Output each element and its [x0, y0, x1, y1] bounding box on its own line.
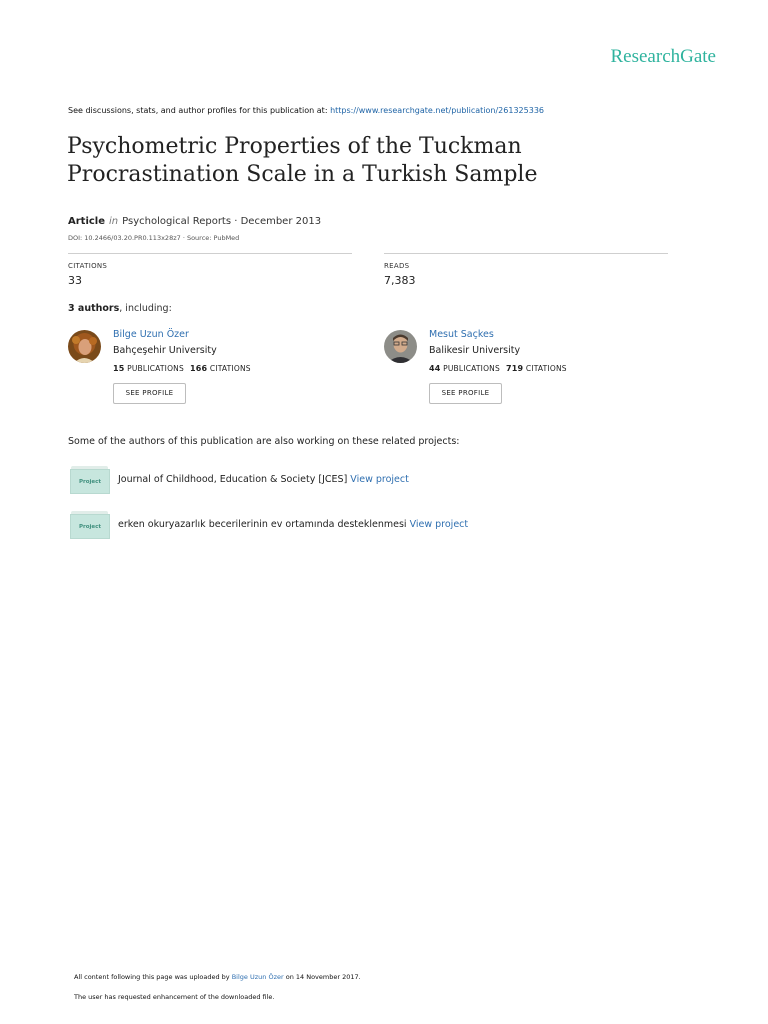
publications-count: 15	[113, 364, 125, 373]
author-name-link[interactable]: Bilge Uzun Özer	[113, 329, 189, 340]
author-stats	[429, 364, 567, 373]
project-text	[118, 474, 409, 485]
avatar[interactable]	[68, 330, 101, 363]
author-card-1	[68, 328, 318, 408]
author-institution: Bahçeşehir University	[113, 345, 217, 356]
author-stats	[113, 364, 251, 373]
avatar[interactable]	[384, 330, 417, 363]
author-name-link[interactable]: Mesut Saçkes	[429, 329, 494, 340]
reads-label: READS	[384, 262, 410, 270]
project-folder-icon	[70, 466, 110, 494]
folder-label: Project	[78, 524, 102, 530]
author-citations-label: CITATIONS	[209, 364, 251, 373]
author-card-2	[384, 328, 634, 408]
upload-note-suffix: on 14 November 2017.	[283, 973, 361, 981]
upload-note	[74, 973, 361, 981]
project-item-2	[70, 511, 630, 541]
upload-note-prefix: All content following this page was uploaded by	[74, 973, 232, 981]
authors-suffix: , including:	[119, 303, 172, 314]
doi-source: DOI: 10.2466/03.20.PR0.113x28z7 · Source: PubMed	[68, 234, 240, 242]
view-project-link[interactable]: View project	[409, 519, 469, 530]
publications-label: PUBLICATIONS	[443, 364, 500, 373]
publication-title: Psychometric Properties of the Tuckman Procrastination Scale in a Turkish Sample	[67, 134, 538, 187]
project-name: Journal of Childhood, Education & Society [JCES]	[118, 474, 351, 485]
see-discussions-line	[68, 106, 544, 115]
author-citations-count: 719	[505, 364, 524, 373]
reads-divider	[384, 253, 668, 254]
author-citations-label: CITATIONS	[525, 364, 567, 373]
view-project-link[interactable]: View project	[350, 474, 409, 485]
see-profile-button[interactable]: SEE PROFILE	[113, 383, 186, 404]
author-citations-count: 166	[189, 364, 208, 373]
researchgate-logo[interactable]: ResearchGate	[610, 46, 716, 67]
project-text	[118, 519, 468, 530]
journal-date: Psychological Reports · December 2013	[122, 216, 322, 227]
see-discussions-text: See discussions, stats, and author profiles for this publication at:	[68, 106, 331, 115]
uploader-link[interactable]: Bilge Uzun Özer	[231, 973, 284, 981]
related-projects-heading: Some of the authors of this publication are also working on these related projects:	[68, 436, 460, 447]
publications-label: PUBLICATIONS	[127, 364, 184, 373]
citations-count: 33	[68, 274, 82, 287]
publication-meta	[68, 216, 321, 227]
publication-url-link[interactable]: https://www.researchgate.net/publication/261325336	[330, 106, 544, 115]
authors-heading	[68, 303, 172, 314]
citations-divider	[68, 253, 352, 254]
meta-in: in	[109, 216, 119, 227]
project-name: erken okuryazarlık becerilerinin ev ortamında desteklenmesi	[118, 519, 410, 530]
see-profile-button[interactable]: SEE PROFILE	[429, 383, 502, 404]
publication-type: Article	[68, 216, 106, 227]
project-item-1	[70, 466, 630, 496]
author-institution: Balikesir University	[429, 345, 521, 356]
project-folder-icon	[70, 511, 110, 539]
publications-count: 44	[429, 364, 441, 373]
folder-label: Project	[78, 479, 102, 485]
enhancement-note: The user has requested enhancement of the downloaded file.	[74, 993, 275, 1001]
citations-label: CITATIONS	[68, 262, 108, 270]
authors-count: 3 authors	[68, 303, 120, 314]
reads-count: 7,383	[384, 274, 416, 287]
